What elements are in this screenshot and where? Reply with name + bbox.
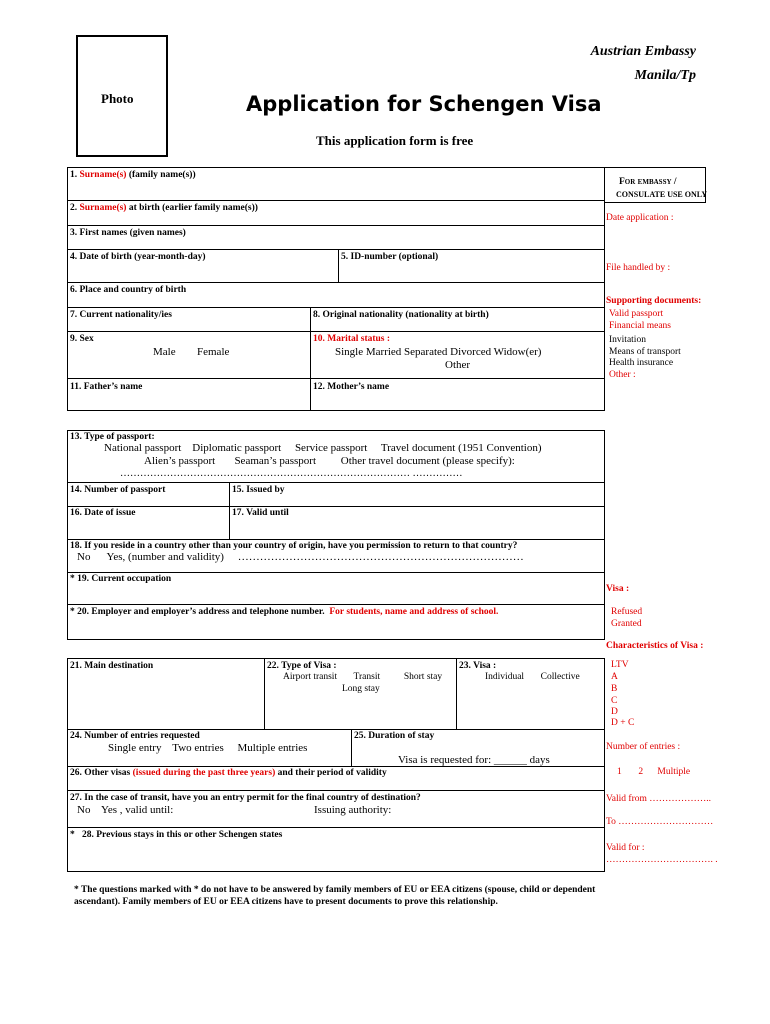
visa-type-a[interactable]: A	[611, 672, 618, 682]
field-passport-type-label: 13. Type of passport:	[70, 432, 155, 442]
doc-means-of-transport[interactable]: Means of transport	[609, 347, 681, 357]
field-sex-label: 9. Sex	[70, 334, 94, 344]
transit-issuing-authority[interactable]: Issuing authority:	[314, 804, 392, 816]
date-application-label: Date application :	[606, 213, 674, 223]
footnote-line-2: ascendant). Family members of EU or EEA citizens have to present documents to prove this relationship.	[74, 897, 498, 907]
visa-decision-label: Visa :	[606, 584, 630, 594]
field-passport-number-label[interactable]: 14. Number of passport	[70, 485, 166, 495]
visa-type-ltv[interactable]: LTV	[611, 660, 629, 670]
field-original-nationality-label[interactable]: 8. Original nationality (nationality at birth)	[313, 310, 489, 320]
valid-for-label: Valid for :	[606, 843, 645, 853]
visa-type-options-1[interactable]: Airport transit Transit Short stay	[283, 672, 443, 682]
visa-characteristics-label: Characteristics of Visa :	[606, 641, 704, 651]
field-surname-at-birth-label[interactable]: 2. Surname(s) at birth (earlier family name(s))	[70, 203, 258, 213]
visa-group-options[interactable]: Individual Collective	[485, 672, 580, 682]
field-current-occupation-label[interactable]: * 19. Current occupation	[70, 574, 172, 584]
visa-type-d-plus-c[interactable]: D + C	[611, 718, 635, 728]
valid-to-label[interactable]: To …………………………	[606, 817, 714, 827]
passport-type-options-1[interactable]: National passport Diplomatic passport Service passport Travel document (1951 Convention)	[104, 442, 542, 454]
field-entries-requested-label: 24. Number of entries requested	[70, 731, 200, 741]
field-visa-label: 23. Visa :	[459, 661, 497, 671]
number-of-entries-label: Number of entries :	[606, 742, 681, 752]
entries-requested-options[interactable]: Single entry Two entries Multiple entries	[108, 742, 308, 754]
visa-type-d[interactable]: D	[611, 707, 618, 717]
field-fathers-name-label[interactable]: 11. Father’s name	[70, 382, 143, 392]
doc-financial-means[interactable]: Financial means	[609, 321, 671, 331]
file-handled-label: File handled by :	[606, 263, 671, 273]
field-id-number-label[interactable]: 5. ID-number (optional)	[341, 252, 439, 262]
embassy-name: Austrian Embassy	[590, 44, 696, 59]
visa-type-options-2[interactable]: Long stay	[342, 684, 380, 694]
field-28-asterisk: *	[70, 830, 75, 840]
field-mothers-name-label[interactable]: 12. Mother’s name	[313, 382, 390, 392]
passport-type-specify-line[interactable]: …………………………………………………………………………… ……………	[120, 468, 463, 479]
visa-type-b[interactable]: B	[611, 684, 618, 694]
visa-granted-option[interactable]: Granted	[611, 619, 642, 629]
photo-label: Photo	[101, 91, 134, 106]
field-place-of-birth-label[interactable]: 6. Place and country of birth	[70, 285, 187, 295]
field-date-of-birth-label[interactable]: 4. Date of birth (year-month-day)	[70, 252, 206, 262]
doc-valid-passport[interactable]: Valid passport	[609, 309, 664, 319]
page-title: Application for Schengen Visa	[246, 92, 602, 116]
visa-refused-option[interactable]: Refused	[611, 607, 643, 617]
number-of-entries-options[interactable]: 1 2 Multiple	[617, 767, 691, 777]
field-duration-of-stay-label: 25. Duration of stay	[354, 731, 435, 741]
valid-from-label[interactable]: Valid from ………………..	[606, 794, 712, 804]
passport-type-options-2[interactable]: Alien’s passport Seaman’s passport Other travel document (please specify):	[144, 455, 515, 467]
doc-invitation[interactable]: Invitation	[609, 335, 646, 345]
field-employer-label[interactable]: * 20. Employer and employer’s address and telephone number. For students, name and address of school.	[70, 607, 499, 617]
visa-type-c[interactable]: C	[611, 696, 618, 706]
field-date-of-issue-label[interactable]: 16. Date of issue	[70, 508, 136, 518]
footnote-line-1: * The questions marked with * do not have to be answered by family members of EU or EEA citizens (spouse, child or dependent	[74, 885, 596, 895]
embassy-location: Manila/Tp	[634, 68, 696, 83]
sex-option-male[interactable]: Male	[153, 346, 176, 358]
doc-other[interactable]: Other :	[609, 370, 636, 380]
field-other-visas-label[interactable]: 26. Other visas (issued during the past three years) and their period of validity	[70, 768, 387, 778]
supporting-docs-label: Supporting documents:	[606, 296, 702, 306]
sex-option-female[interactable]: Female	[197, 346, 230, 358]
field-current-nationality-label[interactable]: 7. Current nationality/ies	[70, 310, 172, 320]
field-visa-type-label: 22. Type of Visa :	[267, 661, 337, 671]
marital-status-other[interactable]: Other	[445, 359, 471, 371]
field-valid-until-label[interactable]: 17. Valid until	[232, 508, 289, 518]
field-issued-by-label[interactable]: 15. Issued by	[232, 485, 285, 495]
permission-return-options[interactable]: No Yes, (number and validity) ……………………………………………………………………	[77, 551, 524, 563]
doc-health-insurance[interactable]: Health insurance	[609, 358, 674, 368]
duration-of-stay-input[interactable]: Visa is requested for: ______ days	[398, 754, 550, 766]
transit-permit-options[interactable]: No Yes , valid until:	[77, 804, 174, 816]
field-main-destination-label[interactable]: 21. Main destination	[70, 661, 154, 671]
field-previous-stays-label[interactable]: 28. Previous stays in this or other Schengen states	[82, 830, 283, 840]
page-subtitle: This application form is free	[316, 133, 474, 148]
field-permission-return-label: 18. If you reside in a country other than your country of origin, have you permission to return to that country?	[70, 541, 518, 551]
field-first-names-label[interactable]: 3. First names (given names)	[70, 228, 186, 238]
field-surname-label[interactable]: 1. Surname(s) (family name(s))	[70, 170, 196, 180]
sidebar-subheader: CONSULATE USE ONLY	[616, 190, 708, 199]
sidebar-header: For embassy /	[619, 177, 677, 187]
marital-status-options[interactable]: Single Married Separated Divorced Widow(er)	[335, 346, 542, 358]
valid-for-line[interactable]: ……………………………. .	[606, 855, 718, 865]
field-marital-status-label: 10. Marital status :	[313, 334, 391, 344]
field-transit-permit-label: 27. In the case of transit, have you an entry permit for the final country of destination?	[70, 793, 421, 803]
